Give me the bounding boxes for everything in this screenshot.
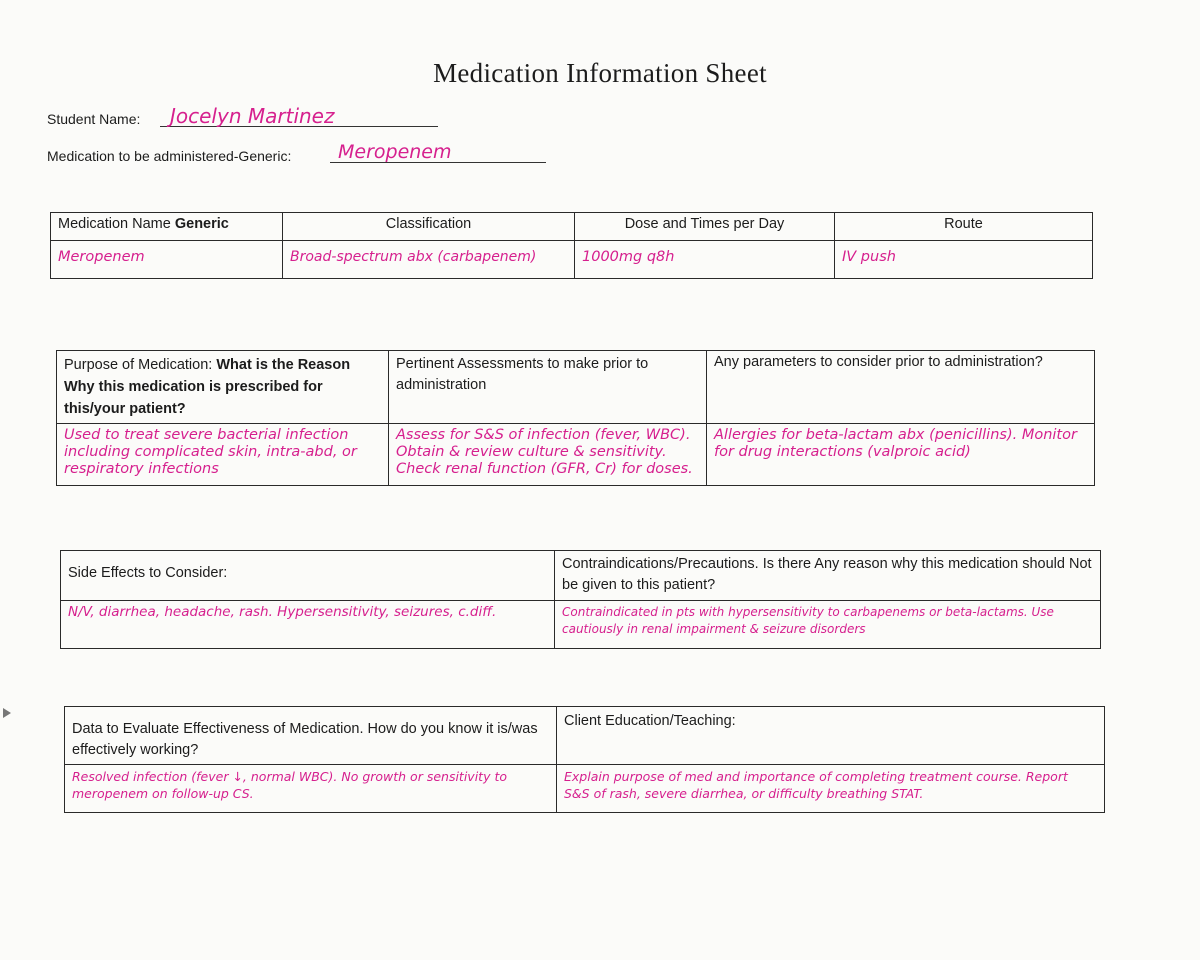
student-name-value: Jocelyn Martinez bbox=[170, 104, 335, 128]
side-effects-table bbox=[60, 550, 1101, 649]
header-assessments: Pertinent Assessments to make prior to administration bbox=[389, 351, 707, 424]
student-name-label: Student Name: bbox=[47, 111, 141, 127]
table-row bbox=[61, 601, 1101, 649]
value-route: IV push bbox=[835, 241, 1093, 279]
answer-side-effects: N/V, diarrhea, headache, rash. Hypersensitivity, seizures, c.diff. bbox=[61, 601, 555, 649]
answer-assessments: Assess for S&S of infection (fever, WBC). Obtain & review culture & sensitivity. Check renal function (GFR, Cr) for doses. bbox=[389, 424, 707, 486]
header-route: Route bbox=[835, 213, 1093, 241]
header-medication-name-bold: Generic bbox=[174, 216, 229, 232]
header-side-effects: Side Effects to Consider: bbox=[61, 551, 555, 601]
answer-education: Explain purpose of med and importance of completing treatment course. Report S&S of rash, severe diarrhea, or difficulty breathing STAT. bbox=[557, 765, 1105, 813]
medication-generic-value: Meropenem bbox=[338, 141, 452, 163]
table-row bbox=[57, 424, 1095, 486]
header-purpose-bold: What is the Reason Why this medication is prescribed for this/your patient? bbox=[64, 357, 351, 417]
header-medication-name-text: Medication Name bbox=[58, 216, 175, 232]
table-row bbox=[51, 241, 1093, 279]
answer-effectiveness: Resolved infection (fever ↓, normal WBC). No growth or sensitivity to meropenem on follow-up CS. bbox=[65, 765, 557, 813]
value-dose: 1000mg q8h bbox=[575, 241, 835, 279]
table-row bbox=[51, 213, 1093, 241]
margin-mark-icon bbox=[3, 708, 11, 718]
value-medication-name: Meropenem bbox=[51, 241, 283, 279]
table-row bbox=[57, 351, 1095, 424]
header-purpose bbox=[57, 351, 389, 424]
medication-generic-label: Medication to be administered-Generic: bbox=[47, 148, 292, 164]
header-education: Client Education/Teaching: bbox=[557, 707, 1105, 765]
header-contraindications: Contraindications/Precautions. Is there Any reason why this medication should Not be given to this patient? bbox=[555, 551, 1101, 601]
header-medication-name bbox=[51, 213, 283, 241]
header-purpose-text: Purpose of Medication: bbox=[64, 357, 217, 373]
table-row bbox=[65, 765, 1105, 813]
header-parameters: Any parameters to consider prior to administration? bbox=[707, 351, 1095, 424]
purpose-assessment-table bbox=[56, 350, 1095, 486]
header-classification: Classification bbox=[283, 213, 575, 241]
table-row bbox=[65, 707, 1105, 765]
answer-parameters: Allergies for beta-lactam abx (penicillins). Monitor for drug interactions (valproic acid) bbox=[707, 424, 1095, 486]
value-classification: Broad-spectrum abx (carbapenem) bbox=[283, 241, 575, 279]
medication-basics-table bbox=[50, 212, 1093, 279]
answer-purpose: Used to treat severe bacterial infection including complicated skin, intra-abd, or respiratory infections bbox=[57, 424, 389, 486]
effectiveness-education-table bbox=[64, 706, 1105, 813]
header-dose: Dose and Times per Day bbox=[575, 213, 835, 241]
table-row bbox=[61, 551, 1101, 601]
header-effectiveness: Data to Evaluate Effectiveness of Medication. How do you know it is/was effectively working? bbox=[65, 707, 557, 765]
page-title: Medication Information Sheet bbox=[433, 58, 767, 88]
answer-contraindications: Contraindicated in pts with hypersensitivity to carbapenems or beta-lactams. Use cautiously in renal impairment & seizure disorders bbox=[555, 601, 1101, 649]
